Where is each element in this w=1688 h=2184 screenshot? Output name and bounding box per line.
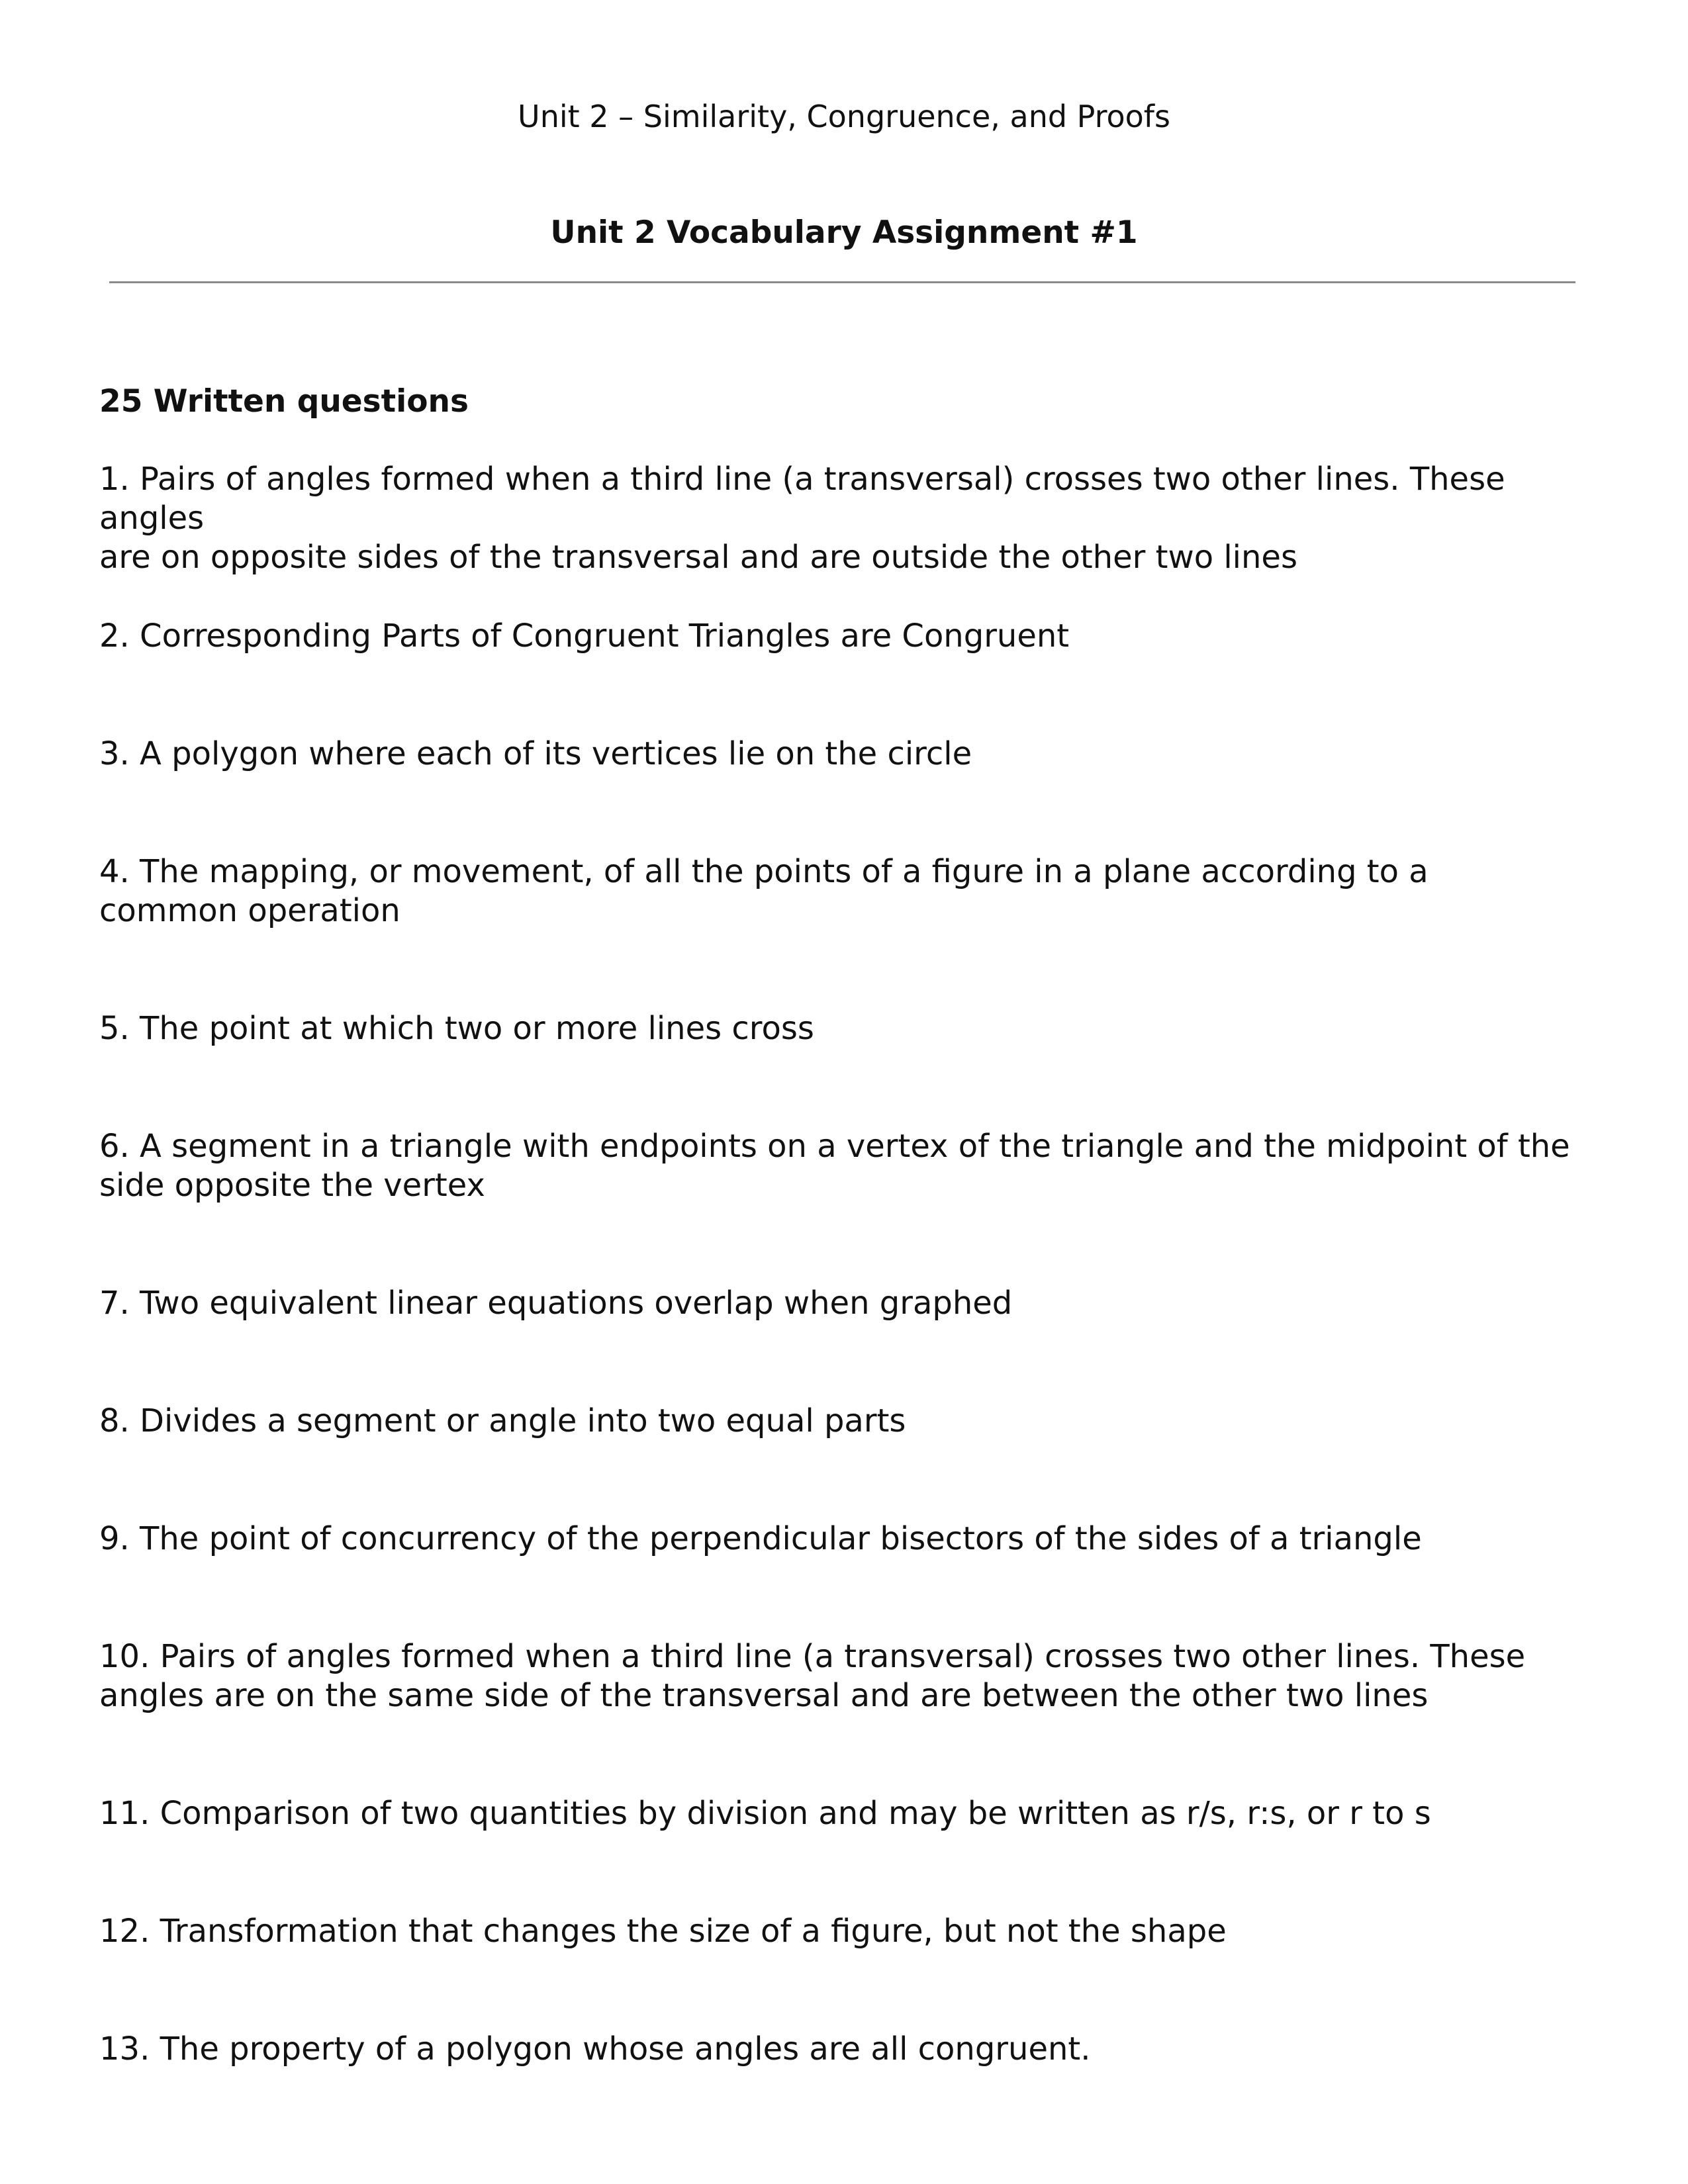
question-item: 7. Two equivalent linear equations overlap when graphed bbox=[99, 1285, 1013, 1322]
question-item: 12. Transformation that changes the size of a figure, but not the shape bbox=[99, 1913, 1227, 1950]
question-item: 13. The property of a polygon whose angles are all congruent. bbox=[99, 2030, 1091, 2068]
divider bbox=[109, 281, 1575, 283]
question-item: 3. A polygon where each of its vertices lie on the circle bbox=[99, 735, 972, 772]
question-list bbox=[99, 460, 1595, 2148]
question-item: 2. Corresponding Parts of Congruent Triangles are Congruent bbox=[99, 617, 1070, 655]
section-heading: 25 Written questions bbox=[99, 383, 469, 420]
question-item: 9. The point of concurrency of the perpendicular bisectors of the sides of a triangle bbox=[99, 1520, 1422, 1557]
unit-header: Unit 2 – Similarity, Congruence, and Proofs bbox=[518, 99, 1170, 134]
question-item: 1. Pairs of angles formed when a third line (a transversal) crosses two other lines. These angles are on opposite sides of the transversal and are outside the other two lines bbox=[99, 461, 1505, 576]
question-item: 5. The point at which two or more lines cross bbox=[99, 1010, 814, 1047]
page-title: Unit 2 Vocabulary Assignment #1 bbox=[550, 214, 1138, 251]
question-item: 8. Divides a segment or angle into two equal parts bbox=[99, 1402, 906, 1439]
question-item: 6. A segment in a triangle with endpoints on a vertex of the triangle and the midpoint of the side opposite the vertex bbox=[99, 1128, 1570, 1204]
question-item: 10. Pairs of angles formed when a third line (a transversal) crosses two other lines. These angles are on the same side of the transversal and are between the other two lines bbox=[99, 1638, 1526, 1714]
question-item: 11. Comparison of two quantities by division and may be written as r/s, r:s, or r to s bbox=[99, 1795, 1431, 1832]
question-item: 4. The mapping, or movement, of all the points of a figure in a plane according to a common operation bbox=[99, 853, 1429, 929]
